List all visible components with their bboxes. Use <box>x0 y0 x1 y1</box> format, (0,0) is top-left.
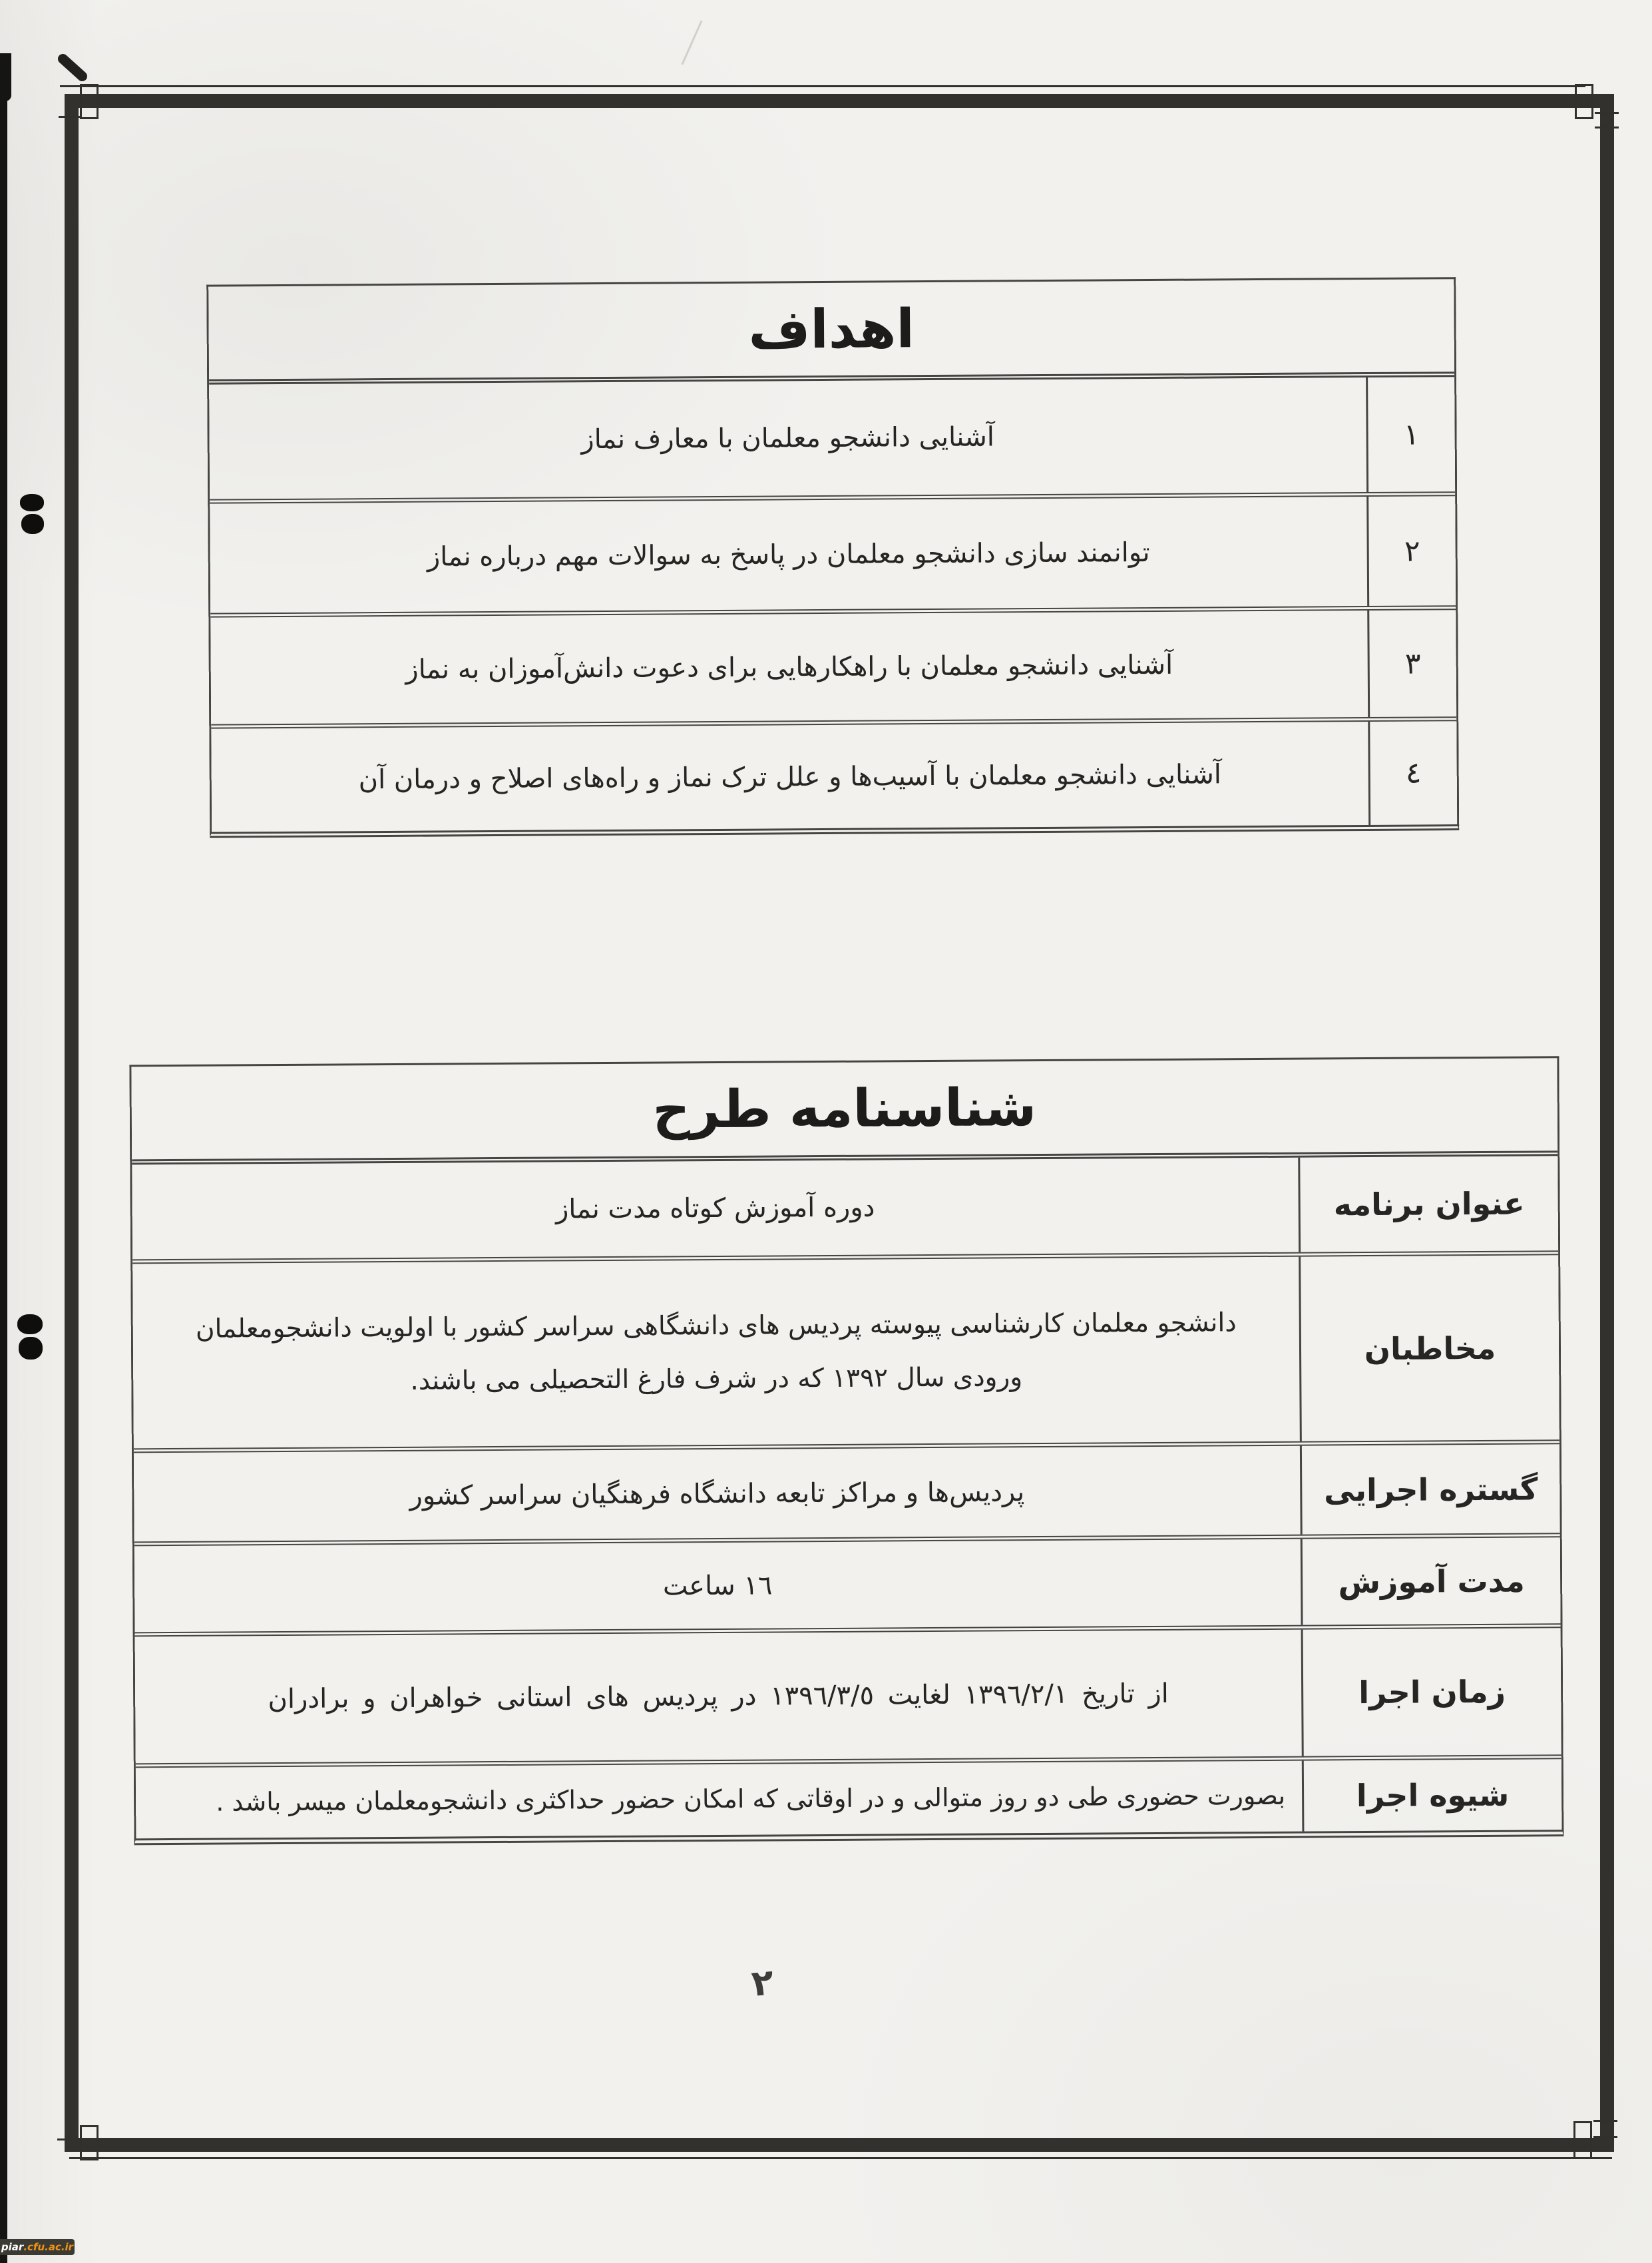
profile-row <box>135 1623 1561 1763</box>
objective-text: توانمند سازی دانشجو معلمان در پاسخ به سوالات مهم درباره نماز <box>427 537 1150 573</box>
profile-value: پردیس‌ها و مراکز تابعه دانشگاه فرهنگیان سراسر کشور <box>409 1476 1025 1511</box>
profile-label: زمان اجرا <box>1301 1628 1561 1756</box>
objectives-table-title: اهداف <box>208 279 1454 384</box>
watermark-badge <box>0 2239 75 2255</box>
profile-label: عنوان برنامه <box>1298 1156 1558 1252</box>
profile-label: مخاطبان <box>1299 1255 1559 1441</box>
profile-value: دانشجو معلمان کارشناسی پیوسته پردیس های دانشگاهی سراسر کشور با اولویت دانشجومعلمان ورودی سال ١٣٩٢ که در شرف فارغ التحصیلی می باشند. <box>195 1307 1237 1396</box>
objective-number: ١ <box>1366 377 1455 492</box>
page-number: ٢ <box>749 1961 776 2005</box>
profile-value: دوره آموزش کوتاه مدت نماز <box>555 1192 875 1225</box>
objective-number: ٣ <box>1367 610 1456 717</box>
objective-text: آشنایی دانشجو معلمان با معارف نماز <box>581 421 995 455</box>
profile-row <box>136 1754 1562 1838</box>
watermark-site-prefix: piar <box>1 2240 24 2253</box>
profile-value: بصورت حضوری طی دو روز متوالی و در اوقاتی که امکان حضور حداکثری دانشجومعلمان میسر باشد . <box>216 1780 1286 1817</box>
profile-value: از تاریخ ١٣٩٦/٢/١ لغایت ١٣٩٦/٣/٥ در پردیس های استانی خواهران و برادران <box>268 1678 1169 1715</box>
profile-row <box>132 1250 1559 1448</box>
profile-row <box>134 1533 1561 1632</box>
profile-row <box>132 1156 1558 1259</box>
objective-number: ٢ <box>1366 496 1456 606</box>
objectives-row <box>210 491 1456 613</box>
objectives-row <box>210 605 1456 724</box>
objective-text: آشنایی دانشجو معلمان با راهکارهایی برای دعوت دانش‌آموزان به نماز <box>405 649 1173 685</box>
profile-value: ١٦ ساعت <box>662 1569 773 1602</box>
objectives-row <box>211 716 1457 832</box>
profile-label: شیوه اجرا <box>1302 1759 1562 1831</box>
profile-label: مدت آموزش <box>1301 1537 1561 1625</box>
objectives-row <box>209 377 1455 499</box>
profile-row <box>134 1439 1560 1541</box>
objective-text: آشنایی دانشجو معلمان با آسیب‌ها و علل ترک نماز و راه‌های اصلاح و درمان آن <box>358 758 1222 795</box>
profile-label: گستره اجرایی <box>1300 1444 1560 1534</box>
watermark-site-suffix: .cfu.ac.ir <box>23 2240 74 2253</box>
objectives-table <box>206 277 1459 838</box>
profile-table-title: شناسنامه طرح <box>131 1058 1557 1164</box>
project-profile-table <box>129 1056 1563 1845</box>
objective-number: ٤ <box>1368 721 1457 825</box>
